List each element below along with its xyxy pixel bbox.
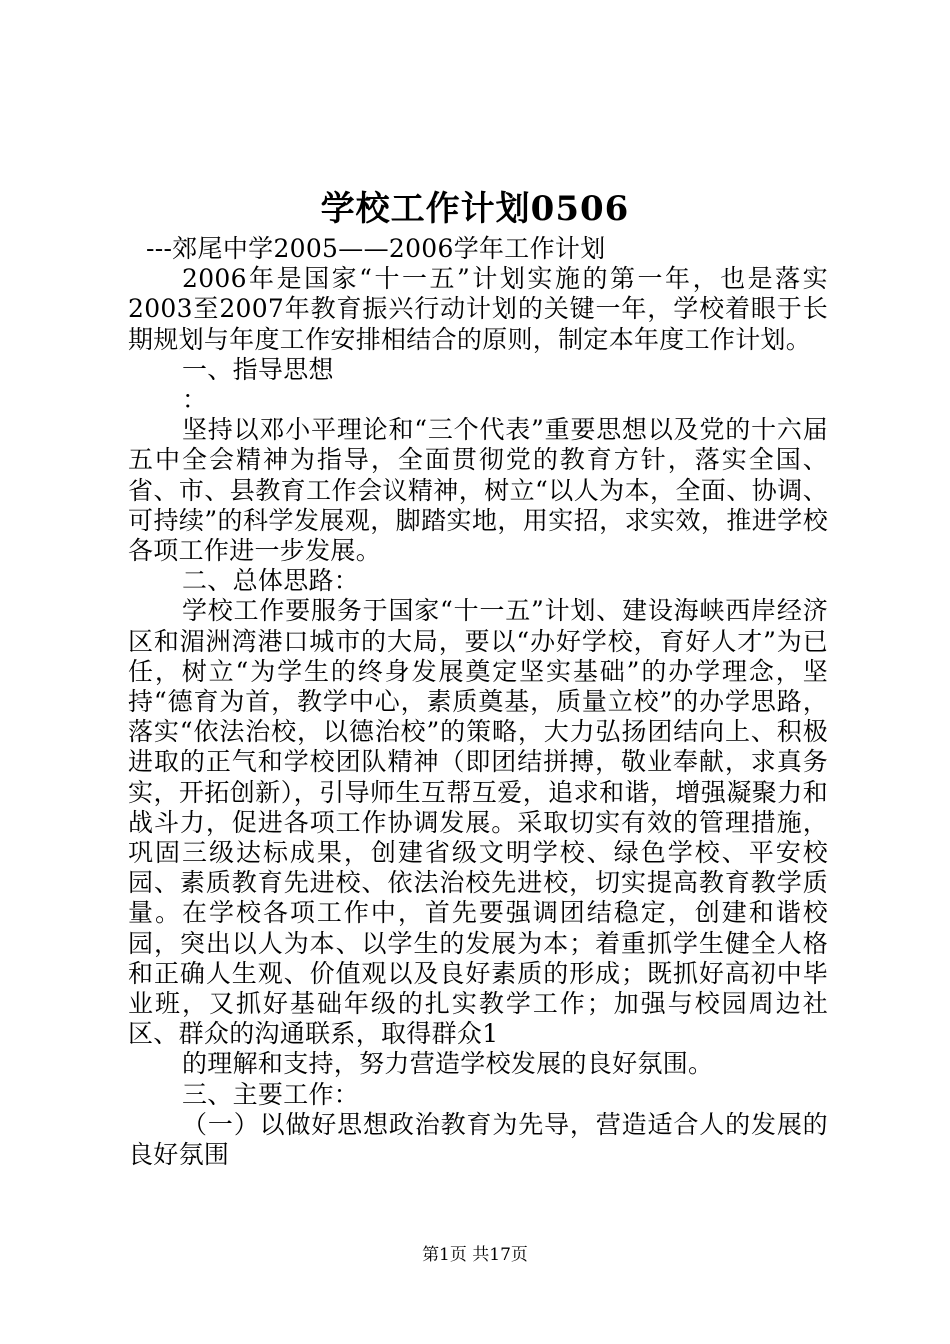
subheading-ideological-education: （一）以做好思想政治教育为先导，营造适合人的发展的良好氛围 xyxy=(128,1109,828,1170)
heading-main-work: 三、主要工作： xyxy=(182,1079,360,1109)
document-title: 学校工作计划0506 xyxy=(320,189,630,229)
paragraph-guiding-ideology: 坚持以邓小平理论和“三个代表”重要思想以及党的十六届五中全会精神为指导，全面贯彻党的教育方针，落实全国、省、市、县教育工作会议精神，树立“以人为本，全面、协调、可持续”的科学发展观，脚踏实地，用实招，求实效，推进学校各项工作进一步发展。 xyxy=(128,415,828,566)
heading-guiding-ideology: 一、指导思想 xyxy=(182,354,334,384)
document-subtitle: ---郊尾中学2005——2006学年工作计划 xyxy=(146,234,606,263)
paragraph-overall-approach: 学校工作要服务于国家“十一五”计划、建设海峡西岸经济区和湄洲湾港口城市的大局，要以“办好学校，育好人才”为已任，树立“为学生的终身发展奠定坚实基础”的办学理念，坚持“德育为首，教学中心，素质奠基，质量立校”的办学思路，落实“依法治校，以德治校”的策略，大力弘扬团结向上、积极进取的正气和学校团队精神（即团结拼搏，敬业奉献，求真务实，开拓创新），引导师生互帮互爱，追求和谐，增强凝聚力和战斗力，促进各项工作协调发展。采取切实有效的管理措施，巩固三级达标成果，创建省级文明学校、绿色学校、平安校园、素质教育先进校、依法治校先进校，切实提高教育教学质量。在学校各项工作中，首先要强调团结稳定，创建和谐校园，突出以人为本、以学生的发展为本；着重抓学生健全人格和正确人生观、价值观以及良好素质的形成；既抓好高初中毕业班，又抓好基础年级的扎实教学工作；加强与校园周边社区、群众的沟通联系，取得群众1 xyxy=(128,596,828,1049)
paragraph-overall-approach-continued: 的理解和支持，努力营造学校发展的良好氛围。 xyxy=(182,1049,714,1079)
paragraph-colon: ： xyxy=(182,385,208,415)
heading-overall-approach: 二、总体思路： xyxy=(182,566,360,596)
paragraph-intro: 2006年是国家“十一五”计划实施的第一年，也是落实2003至2007年教育振兴行动计划的关键一年，学校着眼于长期规划与年度工作安排相结合的原则，制定本年度工作计划。 xyxy=(128,264,828,354)
page-number-footer: 第1页 共17页 xyxy=(422,1245,528,1265)
document-body xyxy=(128,234,828,1170)
